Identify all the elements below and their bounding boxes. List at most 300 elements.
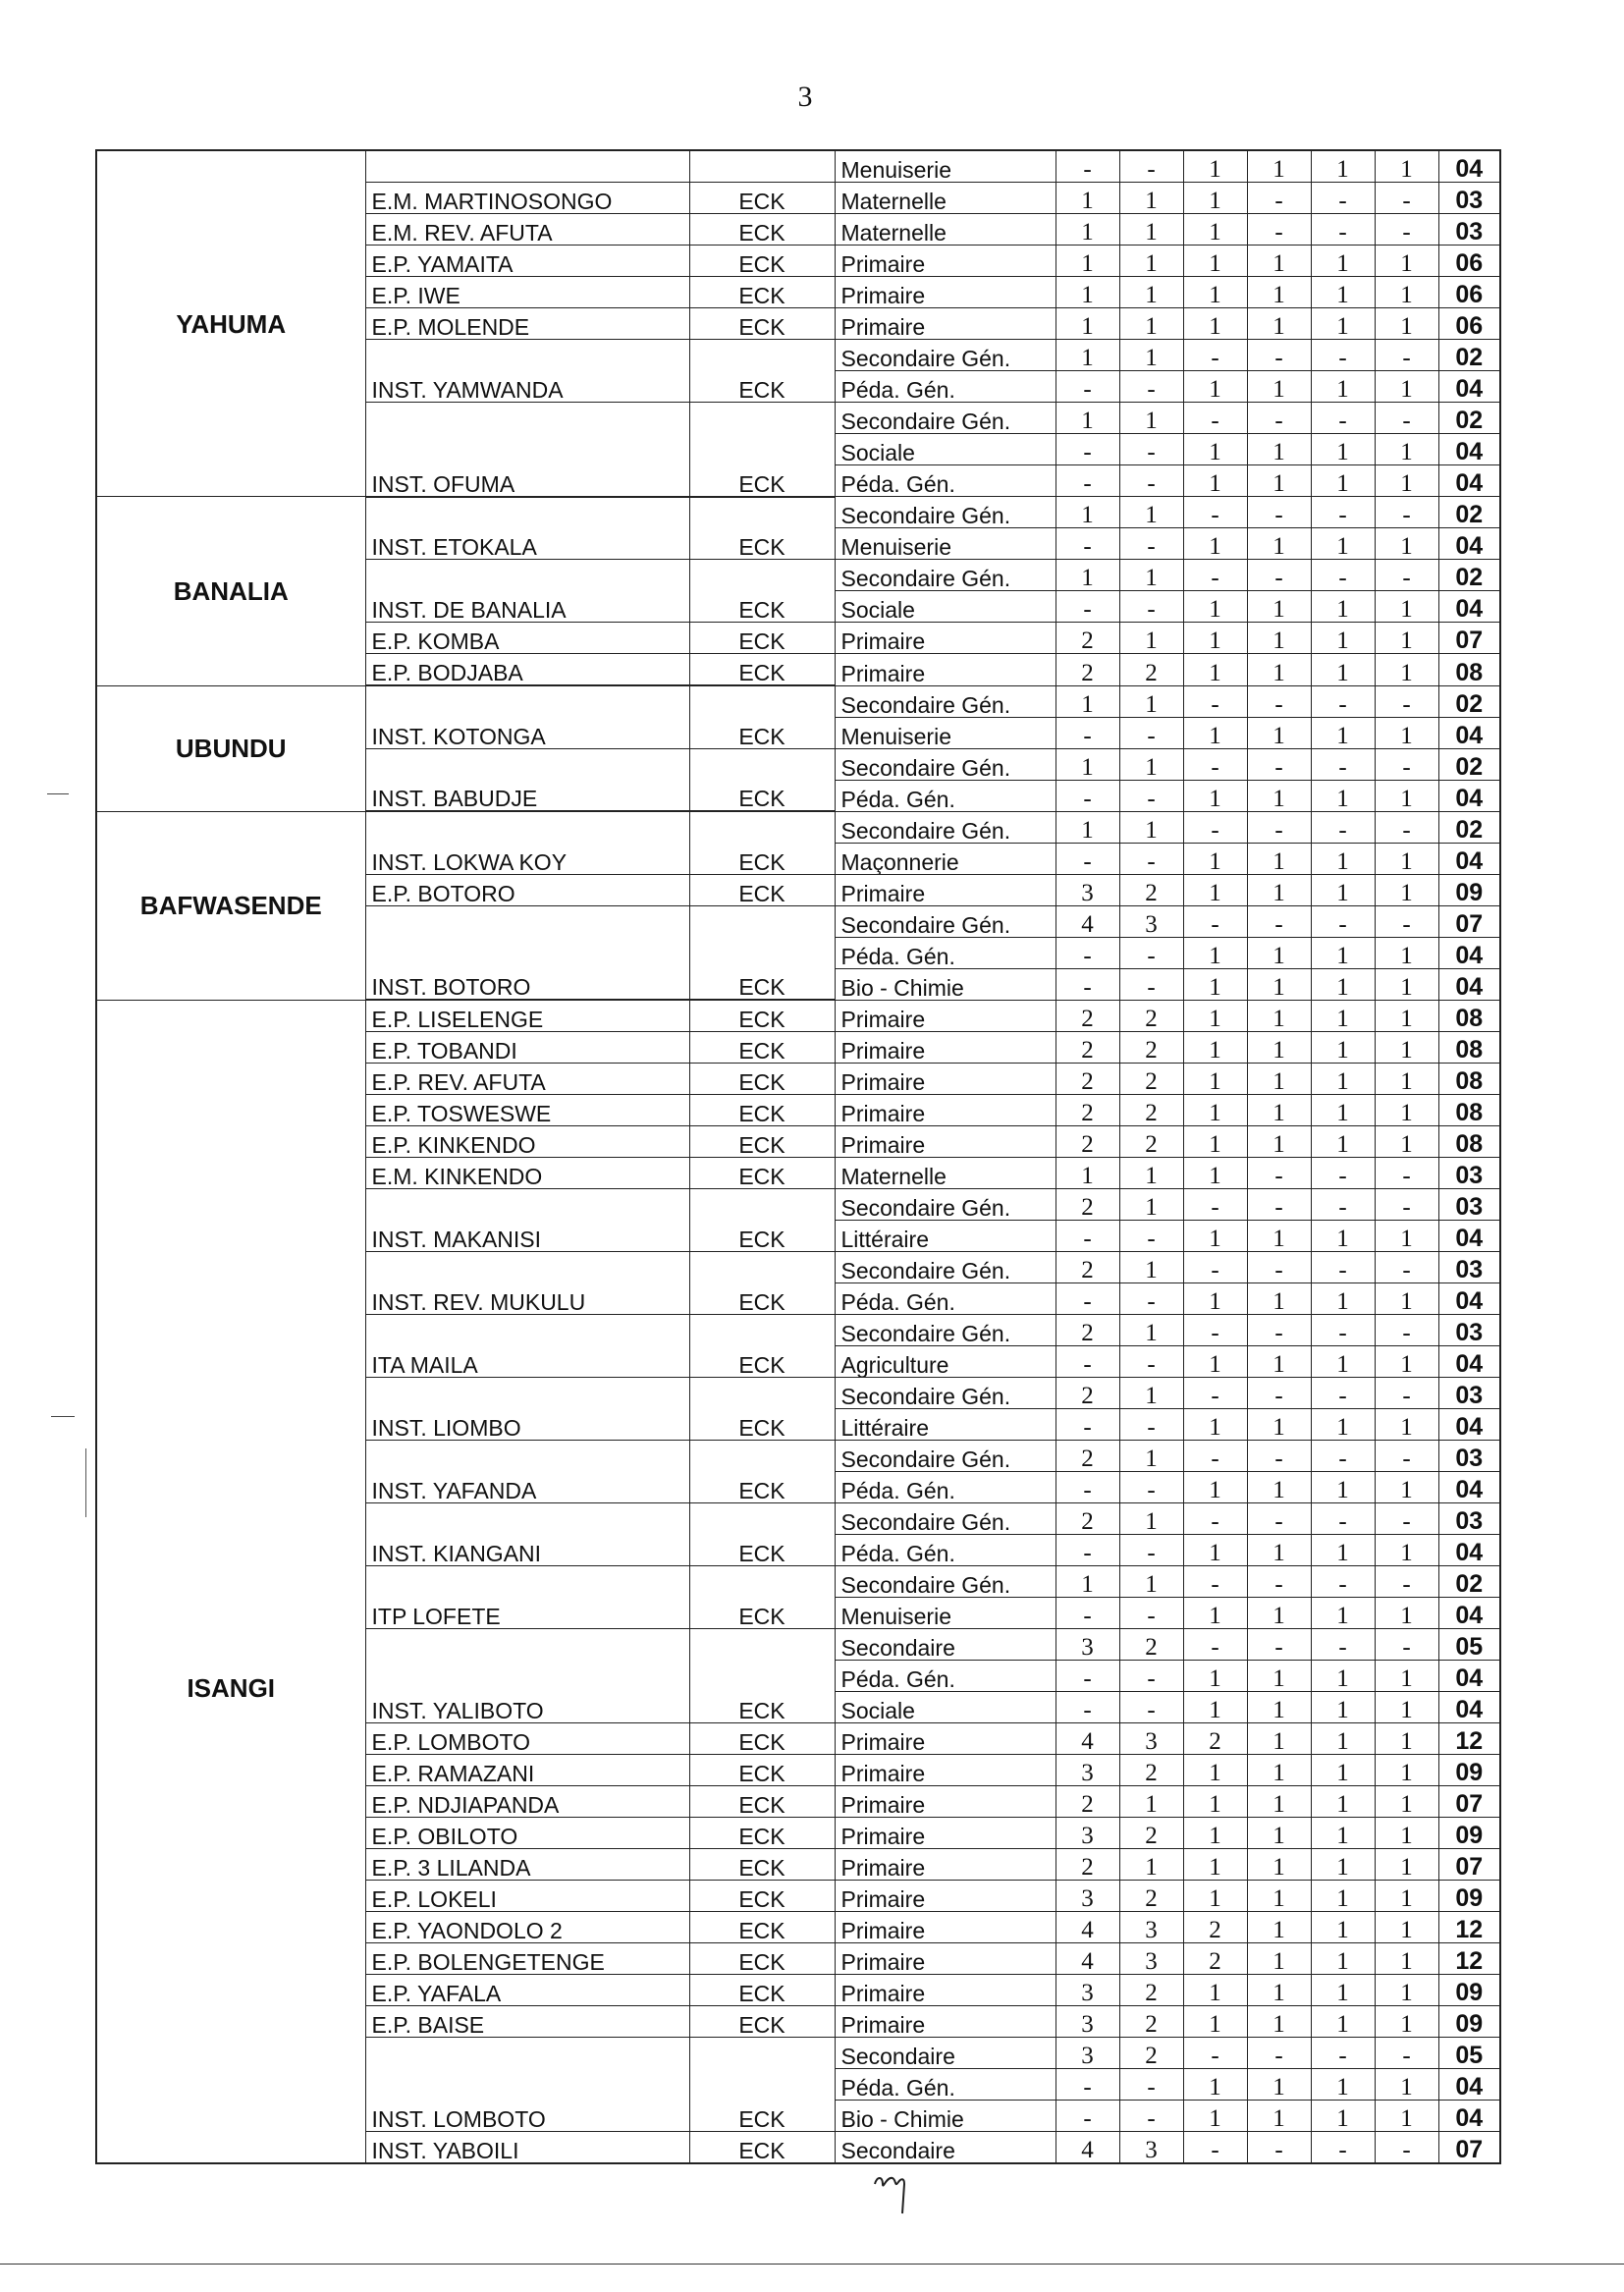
class-count-cell: 1 [1311, 465, 1375, 497]
class-count-cell: - [1247, 905, 1311, 937]
class-count-cell: 2 [1183, 1943, 1247, 1975]
class-count-cell: 1 [1183, 937, 1247, 968]
class-count-cell: 3 [1056, 1629, 1119, 1661]
class-count-cell: 1 [1183, 623, 1247, 654]
total-cell: 12 [1438, 1723, 1500, 1755]
section-name: Péda. Gén. [835, 465, 1056, 497]
school-name: ITP LOFETE [365, 1566, 689, 1629]
network-code: ECK [689, 1315, 835, 1378]
class-count-cell: - [1375, 214, 1438, 246]
class-count-cell: 1 [1375, 1126, 1438, 1158]
network-code: ECK [689, 1975, 835, 2006]
class-count-cell: 1 [1119, 1189, 1183, 1221]
class-count-cell: 1 [1375, 1723, 1438, 1755]
class-count-cell: 1 [1311, 843, 1375, 874]
schools-table [95, 149, 1501, 2164]
network-code: ECK [689, 1818, 835, 1849]
network-code: ECK [689, 340, 835, 403]
page-number: 3 [797, 81, 813, 113]
network-code: ECK [689, 403, 835, 497]
total-cell: 04 [1438, 1598, 1500, 1629]
class-count-cell: 1 [1119, 1786, 1183, 1818]
school-name: E.P. KOMBA [365, 623, 689, 654]
class-count-cell: - [1375, 1189, 1438, 1221]
class-count-cell: 1 [1183, 1598, 1247, 1629]
section-name: Secondaire [835, 1629, 1056, 1661]
class-count-cell: 1 [1183, 780, 1247, 811]
class-count-cell: - [1311, 560, 1375, 591]
class-count-cell: - [1183, 1315, 1247, 1346]
class-count-cell: 1 [1247, 1723, 1311, 1755]
class-count-cell: - [1375, 183, 1438, 214]
network-code: ECK [689, 1881, 835, 1912]
class-count-cell: 1 [1119, 685, 1183, 717]
class-count-cell: - [1119, 937, 1183, 968]
network-code: ECK [689, 560, 835, 623]
class-count-cell: - [1056, 2101, 1119, 2132]
network-code: ECK [689, 1158, 835, 1189]
section-name: Primaire [835, 1095, 1056, 1126]
class-count-cell: 2 [1119, 874, 1183, 905]
school-name [365, 150, 689, 183]
section-name: Maçonnerie [835, 843, 1056, 874]
network-code: ECK [689, 1629, 835, 1723]
section-name: Primaire [835, 1126, 1056, 1158]
network-code: ECK [689, 1943, 835, 1975]
class-count-cell: - [1119, 780, 1183, 811]
class-count-cell: 1 [1183, 1221, 1247, 1252]
class-count-cell: - [1056, 717, 1119, 748]
class-count-cell: 1 [1183, 2101, 1247, 2132]
class-count-cell: 1 [1247, 1943, 1311, 1975]
section-name: Littéraire [835, 1221, 1056, 1252]
class-count-cell: 1 [1183, 1064, 1247, 1095]
school-name: E.P. YAONDOLO 2 [365, 1912, 689, 1943]
class-count-cell: 1 [1247, 1598, 1311, 1629]
class-count-cell: 1 [1119, 811, 1183, 843]
class-count-cell: 3 [1056, 1755, 1119, 1786]
class-count-cell: 1 [1247, 1849, 1311, 1881]
class-count-cell: 1 [1311, 1346, 1375, 1378]
section-name: Primaire [835, 246, 1056, 277]
section-name: Secondaire [835, 2038, 1056, 2069]
class-count-cell: 1 [1247, 2069, 1311, 2101]
class-count-cell: 1 [1183, 843, 1247, 874]
school-name: INST. YAFANDA [365, 1441, 689, 1503]
total-cell: 04 [1438, 937, 1500, 968]
total-cell: 04 [1438, 1409, 1500, 1441]
school-name: E.P. LOMBOTO [365, 1723, 689, 1755]
class-count-cell: 1 [1247, 1472, 1311, 1503]
class-count-cell: 1 [1375, 528, 1438, 560]
section-name: Secondaire Gén. [835, 560, 1056, 591]
school-name: E.M. KINKENDO [365, 1158, 689, 1189]
class-count-cell: 1 [1183, 1755, 1247, 1786]
section-name: Primaire [835, 1881, 1056, 1912]
class-count-cell: - [1375, 748, 1438, 780]
total-cell: 03 [1438, 1158, 1500, 1189]
total-cell: 04 [1438, 2101, 1500, 2132]
class-count-cell: 2 [1119, 1032, 1183, 1064]
class-count-cell: 2 [1119, 2038, 1183, 2069]
class-count-cell: 2 [1119, 1818, 1183, 1849]
class-count-cell: 1 [1375, 1943, 1438, 1975]
total-cell: 07 [1438, 1849, 1500, 1881]
class-count-cell: 2 [1056, 623, 1119, 654]
class-count-cell: 1 [1311, 1283, 1375, 1315]
network-code: ECK [689, 1912, 835, 1943]
total-cell: 02 [1438, 560, 1500, 591]
total-cell: 04 [1438, 434, 1500, 465]
class-count-cell: 1 [1247, 1661, 1311, 1692]
class-count-cell: 1 [1056, 183, 1119, 214]
class-count-cell: - [1247, 1503, 1311, 1535]
class-count-cell: 1 [1183, 1158, 1247, 1189]
total-cell: 08 [1438, 1095, 1500, 1126]
section-name: Péda. Gén. [835, 1283, 1056, 1315]
school-name: E.P. YAMAITA [365, 246, 689, 277]
class-count-cell: 1 [1056, 497, 1119, 528]
total-cell: 09 [1438, 1975, 1500, 2006]
network-code: ECK [689, 246, 835, 277]
school-name: E.P. 3 LILANDA [365, 1849, 689, 1881]
class-count-cell: 1 [1183, 1000, 1247, 1032]
class-count-cell: - [1247, 183, 1311, 214]
class-count-cell: 1 [1183, 150, 1247, 183]
class-count-cell: - [1247, 1189, 1311, 1221]
class-count-cell: 1 [1311, 371, 1375, 403]
class-count-cell: - [1247, 1158, 1311, 1189]
class-count-cell: - [1247, 1629, 1311, 1661]
class-count-cell: 1 [1247, 968, 1311, 1000]
total-cell: 03 [1438, 183, 1500, 214]
total-cell: 04 [1438, 843, 1500, 874]
school-name: E.P. OBILOTO [365, 1818, 689, 1849]
class-count-cell: 1 [1311, 150, 1375, 183]
class-count-cell: 1 [1247, 1095, 1311, 1126]
class-count-cell: 1 [1183, 465, 1247, 497]
class-count-cell: 1 [1183, 434, 1247, 465]
class-count-cell: - [1056, 1661, 1119, 1692]
network-code: ECK [689, 748, 835, 811]
class-count-cell: 1 [1311, 1881, 1375, 1912]
class-count-cell: 1 [1056, 340, 1119, 371]
class-count-cell: 1 [1183, 371, 1247, 403]
class-count-cell: 1 [1375, 150, 1438, 183]
class-count-cell: - [1056, 1535, 1119, 1566]
class-count-cell: 1 [1056, 246, 1119, 277]
class-count-cell: 3 [1056, 2006, 1119, 2038]
class-count-cell: 4 [1056, 1912, 1119, 1943]
class-count-cell: 1 [1247, 843, 1311, 874]
section-name: Primaire [835, 874, 1056, 905]
class-count-cell: 1 [1056, 748, 1119, 780]
class-count-cell: 1 [1311, 1598, 1375, 1629]
class-count-cell: 1 [1375, 968, 1438, 1000]
network-code: ECK [689, 1786, 835, 1818]
class-count-cell: 1 [1119, 560, 1183, 591]
class-count-cell: 1 [1183, 1535, 1247, 1566]
class-count-cell: - [1183, 340, 1247, 371]
class-count-cell: - [1247, 1441, 1311, 1472]
class-count-cell: - [1119, 150, 1183, 183]
class-count-cell: 2 [1056, 654, 1119, 686]
network-code [689, 150, 835, 183]
class-count-cell: - [1056, 465, 1119, 497]
section-name: Secondaire Gén. [835, 403, 1056, 434]
class-count-cell: 1 [1183, 591, 1247, 623]
network-code: ECK [689, 214, 835, 246]
total-cell: 02 [1438, 685, 1500, 717]
total-cell: 07 [1438, 623, 1500, 654]
class-count-cell: 1 [1247, 780, 1311, 811]
class-count-cell: - [1183, 1503, 1247, 1535]
class-count-cell: 1 [1375, 1786, 1438, 1818]
class-count-cell: - [1375, 1629, 1438, 1661]
class-count-cell: 1 [1247, 465, 1311, 497]
total-cell: 04 [1438, 591, 1500, 623]
class-count-cell: 3 [1056, 1975, 1119, 2006]
class-count-cell: 1 [1119, 1849, 1183, 1881]
class-count-cell: 1 [1119, 183, 1183, 214]
class-count-cell: 1 [1247, 1346, 1311, 1378]
class-count-cell: - [1056, 780, 1119, 811]
class-count-cell: - [1183, 1566, 1247, 1598]
class-count-cell: 1 [1119, 748, 1183, 780]
class-count-cell: 1 [1247, 308, 1311, 340]
class-count-cell: 2 [1119, 1881, 1183, 1912]
school-name: INST. YALIBOTO [365, 1629, 689, 1723]
total-cell: 04 [1438, 717, 1500, 748]
section-name: Secondaire Gén. [835, 685, 1056, 717]
total-cell: 07 [1438, 2132, 1500, 2164]
network-code: ECK [689, 1095, 835, 1126]
class-count-cell: - [1311, 183, 1375, 214]
class-count-cell: 1 [1247, 1126, 1311, 1158]
network-code: ECK [689, 1000, 835, 1032]
network-code: ECK [689, 654, 835, 686]
total-cell: 04 [1438, 1535, 1500, 1566]
class-count-cell: 1 [1311, 1943, 1375, 1975]
class-count-cell: 1 [1183, 1692, 1247, 1723]
class-count-cell: 1 [1056, 277, 1119, 308]
total-cell: 04 [1438, 1692, 1500, 1723]
class-count-cell: 1 [1375, 1535, 1438, 1566]
school-name: E.P. LOKELI [365, 1881, 689, 1912]
class-count-cell: 2 [1056, 1849, 1119, 1881]
section-name: Secondaire Gén. [835, 748, 1056, 780]
total-cell: 03 [1438, 1315, 1500, 1346]
class-count-cell: - [1311, 1158, 1375, 1189]
class-count-cell: 1 [1183, 1472, 1247, 1503]
class-count-cell: 1 [1311, 1692, 1375, 1723]
class-count-cell: - [1056, 371, 1119, 403]
total-cell: 05 [1438, 1629, 1500, 1661]
school-name: E.P. TOBANDI [365, 1032, 689, 1064]
class-count-cell: 1 [1311, 1409, 1375, 1441]
class-count-cell: 1 [1375, 371, 1438, 403]
total-cell: 08 [1438, 1000, 1500, 1032]
class-count-cell: - [1119, 1535, 1183, 1566]
class-count-cell: 1 [1247, 1975, 1311, 2006]
class-count-cell: 1 [1311, 623, 1375, 654]
class-count-cell: 1 [1375, 717, 1438, 748]
network-code: ECK [689, 1064, 835, 1095]
class-count-cell: 1 [1183, 1283, 1247, 1315]
section-name: Menuiserie [835, 717, 1056, 748]
class-count-cell: - [1056, 1283, 1119, 1315]
total-cell: 03 [1438, 1441, 1500, 1472]
class-count-cell: 1 [1375, 434, 1438, 465]
class-count-cell: 1 [1247, 1221, 1311, 1252]
class-count-cell: 1 [1311, 1723, 1375, 1755]
section-name: Péda. Gén. [835, 937, 1056, 968]
class-count-cell: - [1375, 403, 1438, 434]
class-count-cell: - [1183, 685, 1247, 717]
class-count-cell: 1 [1056, 403, 1119, 434]
class-count-cell: 1 [1119, 497, 1183, 528]
class-count-cell: 1 [1375, 1818, 1438, 1849]
school-name: INST. DE BANALIA [365, 560, 689, 623]
section-name: Secondaire Gén. [835, 1566, 1056, 1598]
section-name: Secondaire Gén. [835, 1378, 1056, 1409]
region-name: BAFWASENDE [96, 811, 365, 1000]
class-count-cell: - [1247, 340, 1311, 371]
class-count-cell: - [1183, 1252, 1247, 1283]
total-cell: 02 [1438, 403, 1500, 434]
class-count-cell: 2 [1056, 1252, 1119, 1283]
school-name: E.P. IWE [365, 277, 689, 308]
class-count-cell: 1 [1311, 937, 1375, 968]
class-count-cell: - [1247, 497, 1311, 528]
section-name: Primaire [835, 1786, 1056, 1818]
class-count-cell: 1 [1311, 246, 1375, 277]
class-count-cell: 1 [1375, 780, 1438, 811]
total-cell: 06 [1438, 277, 1500, 308]
class-count-cell: 1 [1183, 874, 1247, 905]
class-count-cell: - [1311, 1378, 1375, 1409]
school-name: INST. ETOKALA [365, 497, 689, 560]
school-name: INST. YAMWANDA [365, 340, 689, 403]
class-count-cell: 4 [1056, 2132, 1119, 2164]
class-count-cell: 1 [1311, 780, 1375, 811]
class-count-cell: 1 [1183, 308, 1247, 340]
class-count-cell: 1 [1119, 1503, 1183, 1535]
class-count-cell: 1 [1375, 591, 1438, 623]
class-count-cell: - [1119, 528, 1183, 560]
total-cell: 08 [1438, 654, 1500, 686]
total-cell: 04 [1438, 1283, 1500, 1315]
section-name: Primaire [835, 1064, 1056, 1095]
class-count-cell: - [1375, 497, 1438, 528]
class-count-cell: 1 [1119, 1252, 1183, 1283]
class-count-cell: 1 [1375, 1881, 1438, 1912]
section-name: Sociale [835, 591, 1056, 623]
class-count-cell: - [1311, 2038, 1375, 2069]
class-count-cell: - [1311, 1503, 1375, 1535]
class-count-cell: 3 [1119, 2132, 1183, 2164]
class-count-cell: - [1183, 905, 1247, 937]
class-count-cell: 1 [1375, 937, 1438, 968]
region-name: ISANGI [96, 1000, 365, 2163]
footer-rule [0, 2264, 1624, 2265]
total-cell: 03 [1438, 1503, 1500, 1535]
class-count-cell: - [1183, 748, 1247, 780]
class-count-cell: - [1056, 968, 1119, 1000]
class-count-cell: 1 [1119, 246, 1183, 277]
school-name: ITA MAILA [365, 1315, 689, 1378]
class-count-cell: - [1247, 403, 1311, 434]
school-name: INST. KIANGANI [365, 1503, 689, 1566]
class-count-cell: 1 [1183, 528, 1247, 560]
class-count-cell: 1 [1311, 1975, 1375, 2006]
total-cell: 09 [1438, 1881, 1500, 1912]
class-count-cell: - [1056, 528, 1119, 560]
class-count-cell: - [1183, 2132, 1247, 2164]
class-count-cell: 1 [1311, 1912, 1375, 1943]
school-name: E.P. BOTORO [365, 874, 689, 905]
class-count-cell: 1 [1247, 277, 1311, 308]
class-count-cell: 1 [1183, 1881, 1247, 1912]
class-count-cell: 1 [1311, 1661, 1375, 1692]
class-count-cell: 1 [1375, 1283, 1438, 1315]
class-count-cell: 2 [1119, 2006, 1183, 2038]
total-cell: 04 [1438, 968, 1500, 1000]
class-count-cell: - [1311, 497, 1375, 528]
total-cell: 04 [1438, 1472, 1500, 1503]
school-name: E.P. BODJABA [365, 654, 689, 686]
class-count-cell: - [1311, 1629, 1375, 1661]
total-cell: 07 [1438, 905, 1500, 937]
total-cell: 04 [1438, 1221, 1500, 1252]
class-count-cell: 1 [1375, 2006, 1438, 2038]
network-code: ECK [689, 1189, 835, 1252]
school-name: INST. REV. MUKULU [365, 1252, 689, 1315]
class-count-cell: 1 [1311, 717, 1375, 748]
total-cell: 06 [1438, 308, 1500, 340]
class-count-cell: - [1183, 497, 1247, 528]
section-name: Menuiserie [835, 528, 1056, 560]
class-count-cell: 3 [1056, 1818, 1119, 1849]
class-count-cell: 2 [1056, 1786, 1119, 1818]
class-count-cell: 1 [1375, 308, 1438, 340]
class-count-cell: - [1375, 1441, 1438, 1472]
class-count-cell: - [1247, 685, 1311, 717]
section-name: Secondaire Gén. [835, 340, 1056, 371]
class-count-cell: - [1056, 1409, 1119, 1441]
total-cell: 04 [1438, 1661, 1500, 1692]
class-count-cell: - [1375, 685, 1438, 717]
class-count-cell: 1 [1247, 434, 1311, 465]
class-count-cell: 1 [1183, 1661, 1247, 1692]
class-count-cell: 1 [1247, 1818, 1311, 1849]
class-count-cell: 1 [1311, 1818, 1375, 1849]
class-count-cell: 1 [1247, 1000, 1311, 1032]
class-count-cell: 1 [1183, 2006, 1247, 2038]
network-code: ECK [689, 497, 835, 560]
class-count-cell: 1 [1311, 1535, 1375, 1566]
class-count-cell: 1 [1375, 1692, 1438, 1723]
network-code: ECK [689, 1503, 835, 1566]
class-count-cell: - [1056, 843, 1119, 874]
section-name: Maternelle [835, 1158, 1056, 1189]
class-count-cell: - [1119, 371, 1183, 403]
class-count-cell: - [1119, 1692, 1183, 1723]
class-count-cell: - [1247, 1252, 1311, 1283]
class-count-cell: 1 [1247, 1283, 1311, 1315]
network-code: ECK [689, 1566, 835, 1629]
section-name: Secondaire Gén. [835, 811, 1056, 843]
